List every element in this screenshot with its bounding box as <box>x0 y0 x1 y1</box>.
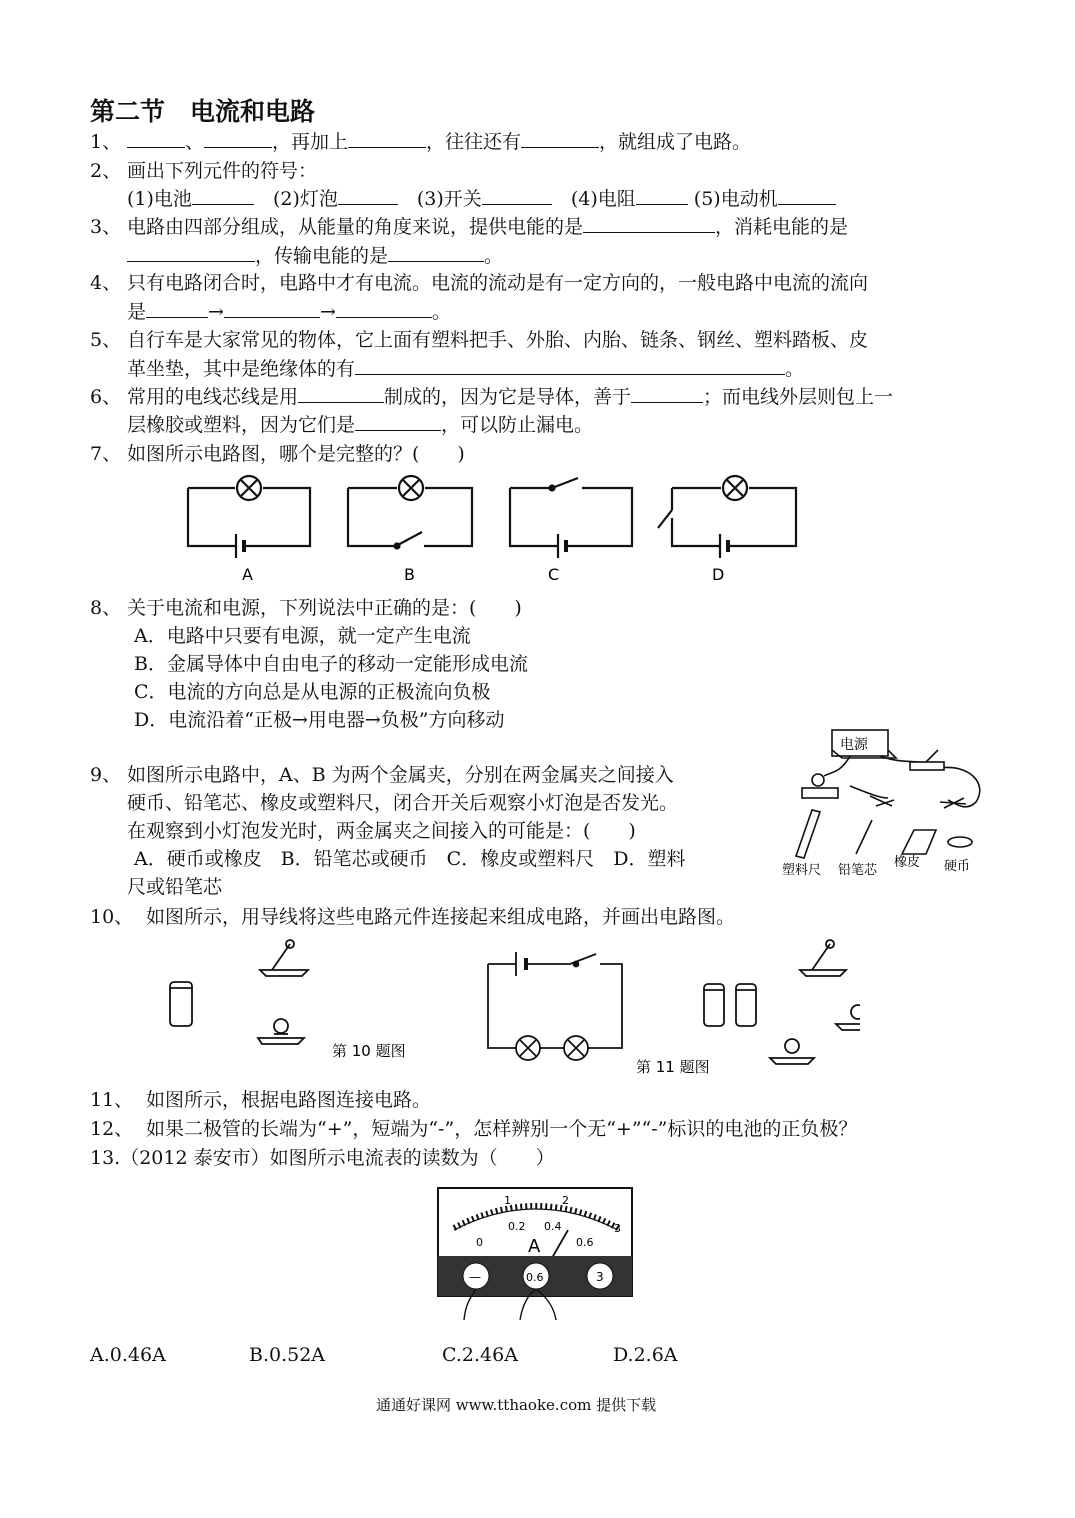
terminal-0.6: 0.6 <box>526 1271 544 1284</box>
q9-line3: 在观察到小灯泡发光时，两金属夹之间接入的可能是：( ) <box>127 820 636 842</box>
q7-text: 如图所示电路图，哪个是完整的？( ) <box>127 443 465 465</box>
q7-number: 7、 <box>90 443 122 465</box>
q8-option-c: C．电流的方向总是从电源的正极流向负极 <box>134 681 491 703</box>
terminal-3: 3 <box>596 1270 604 1284</box>
page-footer: 通通好课网 www.tthaoke.com 提供下载 <box>376 1396 657 1414</box>
q10-caption: 第 10 题图 <box>332 1042 406 1060</box>
q10-q11-figures <box>160 930 860 1078</box>
q12-number: 12、 <box>90 1118 134 1140</box>
q13-text: 13.（2012 泰安市）如图所示电流表的读数为（ ） <box>90 1147 555 1169</box>
label-pencil-lead: 铅笔芯 <box>838 863 878 878</box>
scale-label-0.4: 0.4 <box>544 1220 562 1233</box>
q8-option-b: B．金属导体中自由电子的移动一定能形成电流 <box>134 653 528 675</box>
q2-items: (1)电池 (2)灯泡 (3)开关 (4)电阻 (5)电动机 <box>127 187 836 211</box>
q1-number: 1、 <box>90 131 122 153</box>
circuit-b <box>348 476 472 549</box>
q3-number: 3、 <box>90 216 122 238</box>
q2-number: 2、 <box>90 160 122 182</box>
q1-text: 、 ，再加上 ，往往还有 ，就组成了电路。 <box>127 130 751 154</box>
circuit-label-d: D <box>712 565 725 584</box>
q2-text: 画出下列元件的符号： <box>127 160 318 182</box>
circuit-a <box>188 476 310 558</box>
q11-text: 如图所示，根据电路图连接电路。 <box>146 1089 432 1111</box>
scale-label-1: 1 <box>504 1194 511 1207</box>
q9-number: 9、 <box>90 764 122 786</box>
q6-line2: 层橡胶或塑料，因为它们是 ，可以防止漏电。 <box>127 414 594 436</box>
q9-line1: 如图所示电路中，A、B 为两个金属夹，分别在两金属夹之间接入 <box>127 764 674 786</box>
power-label: 电源 <box>840 737 868 753</box>
circuit-label-c: C <box>548 565 560 584</box>
circuit-label-b: B <box>404 565 415 584</box>
ammeter-unit: A <box>528 1236 541 1257</box>
scale-label-0: 0 <box>476 1236 483 1249</box>
ammeter-figure <box>436 1186 636 1322</box>
scale-label-2: 2 <box>562 1194 569 1207</box>
q11-number: 11、 <box>90 1089 134 1111</box>
q9-line2: 硬币、铅笔芯、橡皮或塑料尺，闭合开关后观察小灯泡是否发光。 <box>127 792 679 814</box>
circuit-label-a: A <box>242 565 253 584</box>
q4-line2: 是 → → 。 <box>127 301 451 323</box>
q6-line1: 常用的电线芯线是用 制成的，因为它是导体，善于 ；而电线外层则包上一 <box>127 386 894 408</box>
q12-text: 如果二极管的长端为“+”，短端为“-”，怎样辨别一个无“+”“-”标识的电池的正负极？ <box>146 1118 858 1140</box>
label-ruler: 塑料尺 <box>782 863 822 878</box>
terminal-minus: — <box>469 1270 481 1284</box>
q8-number: 8、 <box>90 597 122 619</box>
q9-experiment-figure <box>780 724 990 884</box>
circuit-d <box>658 476 796 558</box>
q13-option-c: C.2.46A <box>442 1344 518 1366</box>
q11-caption: 第 11 题图 <box>636 1058 710 1076</box>
q10-number: 10、 <box>90 906 134 928</box>
q13-option-d: D.2.6A <box>613 1344 678 1366</box>
q3-line1: 电路由四部分组成，从能量的角度来说，提供电能的是 ，消耗电能的是 <box>127 216 849 238</box>
q9-line4: A．硬币或橡皮 B．铅笔芯或硬币 C．橡皮或塑料尺 D．塑料 <box>134 848 686 870</box>
q8-option-a: A．电路中只要有电源，就一定产生电流 <box>134 625 471 647</box>
scale-label-0.2: 0.2 <box>508 1220 526 1233</box>
scale-label-0.6: 0.6 <box>576 1236 594 1249</box>
q13-option-b: B.0.52A <box>249 1344 326 1366</box>
q10-text: 如图所示，用导线将这些电路元件连接起来组成电路，并画出电路图。 <box>146 906 736 928</box>
q9-line5: 尺或铅笔芯 <box>127 876 223 898</box>
q3-line2: ，传输电能的是 。 <box>127 244 503 268</box>
q8-text: 关于电流和电源，下列说法中正确的是：( ) <box>127 597 522 619</box>
q4-number: 4、 <box>90 272 122 294</box>
q6-number: 6、 <box>90 386 122 408</box>
q5-line2: 革坐垫，其中是绝缘体的有 。 <box>127 358 805 380</box>
scale-label-3: 3 <box>614 1222 621 1235</box>
q5-line1: 自行车是大家常见的物体，它上面有塑料把手、外胎、内胎、链条、钢丝、塑料踏板、皮 <box>127 329 869 351</box>
page-title: 第二节 电流和电路 <box>90 97 316 126</box>
q8-option-d: D．电流沿着“正极→用电器→负极”方向移动 <box>134 709 505 731</box>
q5-number: 5、 <box>90 329 122 351</box>
label-coin: 硬币 <box>944 859 971 874</box>
q4-line1: 只有电路闭合时，电路中才有电流。电流的流动是有一定方向的，一般电路中电流的流向 <box>127 272 869 294</box>
label-eraser: 橡皮 <box>894 855 921 870</box>
q13-option-a: A.0.46A <box>90 1344 166 1366</box>
q7-circuit-figures <box>180 470 810 585</box>
circuit-c <box>510 478 632 558</box>
